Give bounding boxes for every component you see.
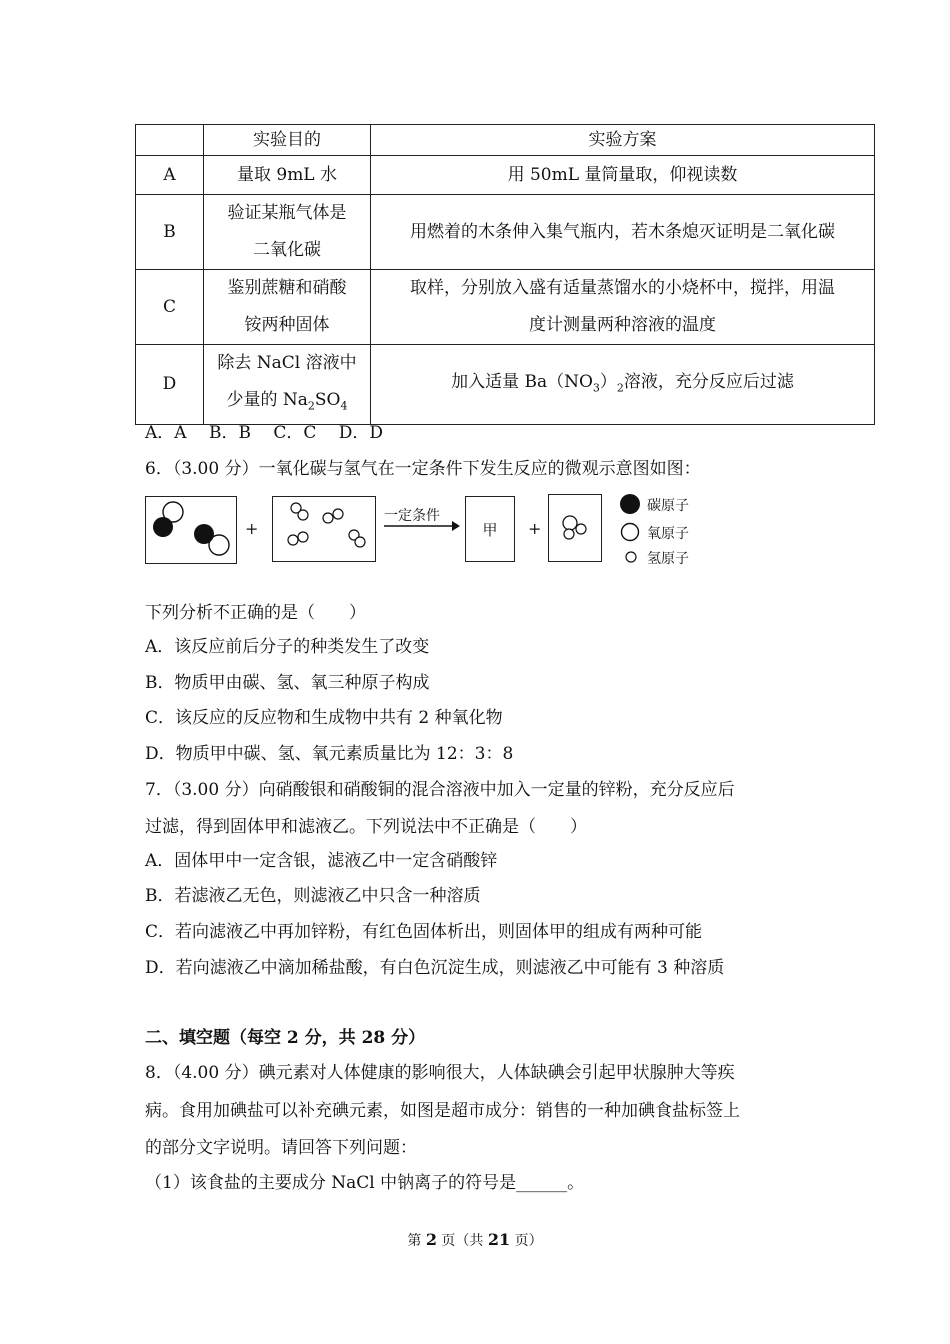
- row-goal-line: 验证某瓶气体是: [227, 203, 347, 223]
- q6-stem: 6．（3.00 分）一氧化碳与氢气在一定条件下发生反应的微观示意图如图：: [145, 459, 701, 479]
- plus-sign: +: [245, 519, 259, 538]
- q6-option-d: D．物质甲中碳、氢、氧元素质量比为 12：3：8: [145, 744, 514, 764]
- water-molecule-icon: [549, 495, 601, 561]
- row-goal-line: 铵两种固体: [244, 315, 330, 335]
- experiment-table: [135, 124, 875, 425]
- legend-carbon: 碳原子: [647, 498, 689, 514]
- table-row: [136, 270, 875, 345]
- row-plan-line: 度计测量两种溶液的温度: [529, 315, 716, 335]
- row-goal: [204, 195, 371, 270]
- co-molecules-box: [145, 496, 237, 564]
- q8-line3: 的部分文字说明。请回答下列问题：: [145, 1138, 417, 1158]
- q6-option-b: B．物质甲由碳、氢、氧三种原子构成: [145, 673, 430, 693]
- row-goal: [204, 345, 371, 425]
- row-label: A: [136, 156, 204, 195]
- row-label: C: [136, 270, 204, 345]
- row-plan: 用燃着的木条伸入集气瓶内，若木条熄灭证明是二氧化碳: [371, 195, 875, 270]
- q7-stem-line1: 7．（3.00 分）向硝酸银和硝酸铜的混合溶液中加入一定量的锌粉，充分反应后: [145, 780, 735, 800]
- row-goal-line: 鉴别蔗糖和硝酸: [227, 278, 347, 298]
- row-goal-line: 少量的 $Na_2SO_4$: [226, 390, 348, 413]
- page-total: 21: [487, 1230, 511, 1249]
- row-plan: [371, 270, 875, 345]
- section-title: 二、填空题（每空 2 分，共 28 分）: [145, 1028, 426, 1048]
- row-plan: 加入适量 $Ba(NO_3)_2$溶液，充分反应后过滤: [371, 345, 875, 425]
- h2-molecule-icon: [273, 497, 375, 561]
- q6-prompt: 下列分析不正确的是（ ）: [145, 603, 366, 623]
- row-plan: 用 50mL 量筒量取，仰视读数: [371, 156, 875, 195]
- table-row: [136, 345, 875, 425]
- q7-option-a: A．固体甲中一定含银，滤液乙中一定含硝酸锌: [145, 851, 498, 871]
- reaction-arrow-icon: [384, 520, 460, 532]
- product-label: 甲: [482, 520, 498, 539]
- table-row: [136, 195, 875, 270]
- legend-oxygen: 氧原子: [647, 526, 689, 542]
- carbon-atom-icon: [619, 493, 641, 515]
- row-label: D: [136, 345, 204, 425]
- row-goal: [204, 270, 371, 345]
- table-header-goal: 实验目的: [204, 125, 371, 156]
- row-label: B: [136, 195, 204, 270]
- q8-sub1: （1）该食盐的主要成分 NaCl 中钠离子的符号是______。: [145, 1173, 585, 1193]
- row-goal-line: 除去 NaCl 溶液中: [217, 353, 357, 373]
- legend-hydrogen: 氢原子: [647, 551, 689, 567]
- q7-option-d: D．若向滤液乙中滴加稀盐酸，有白色沉淀生成，则滤液乙中可能有 3 种溶质: [145, 958, 725, 978]
- q7-option-b: B．若滤液乙无色，则滤液乙中只含一种溶质: [145, 886, 481, 906]
- h2-molecules-box: [272, 496, 376, 562]
- q8-line2: 病。食用加碘盐可以补充碘元素，如图是超市成分：销售的一种加碘食盐标签上: [145, 1101, 740, 1121]
- water-molecule-box: [548, 494, 602, 562]
- table-header-blank: [136, 125, 204, 156]
- table-row: [136, 156, 875, 195]
- q6-option-c: C．该反应的反应物和生成物中共有 2 种氧化物: [145, 708, 503, 728]
- page-footer: 第 2 页（共 21 页）: [407, 1230, 543, 1249]
- row-goal: 量取 9mL 水: [204, 156, 371, 195]
- oxygen-atom-icon: [620, 522, 640, 542]
- table-header-row: [136, 125, 875, 156]
- q8-line1: 8．（4.00 分）碘元素对人体健康的影响很大，人体缺碘会引起甲状腺肿大等疾: [145, 1063, 735, 1083]
- row-plan-line: 取样，分别放入盛有适量蒸馏水的小烧杯中，搅拌，用温: [410, 278, 835, 298]
- co-molecule-icon: [146, 497, 236, 563]
- reaction-condition: 一定条件: [384, 508, 440, 524]
- product-box: [465, 496, 515, 562]
- table-header-plan: 实验方案: [371, 125, 875, 156]
- plus-sign: +: [528, 519, 542, 538]
- q7-option-c: C．若向滤液乙中再加锌粉，有红色固体析出，则固体甲的组成有两种可能: [145, 922, 703, 942]
- page-number: 2: [425, 1230, 437, 1249]
- q5-options: A．A B．B C．C D．D: [145, 423, 384, 443]
- hydrogen-atom-icon: [624, 550, 638, 564]
- q7-stem-line2: 过滤，得到固体甲和滤液乙。下列说法中不正确是（ ）: [145, 817, 587, 837]
- q6-option-a: A．该反应前后分子的种类发生了改变: [145, 637, 430, 657]
- row-goal-line: 二氧化碳: [253, 240, 321, 260]
